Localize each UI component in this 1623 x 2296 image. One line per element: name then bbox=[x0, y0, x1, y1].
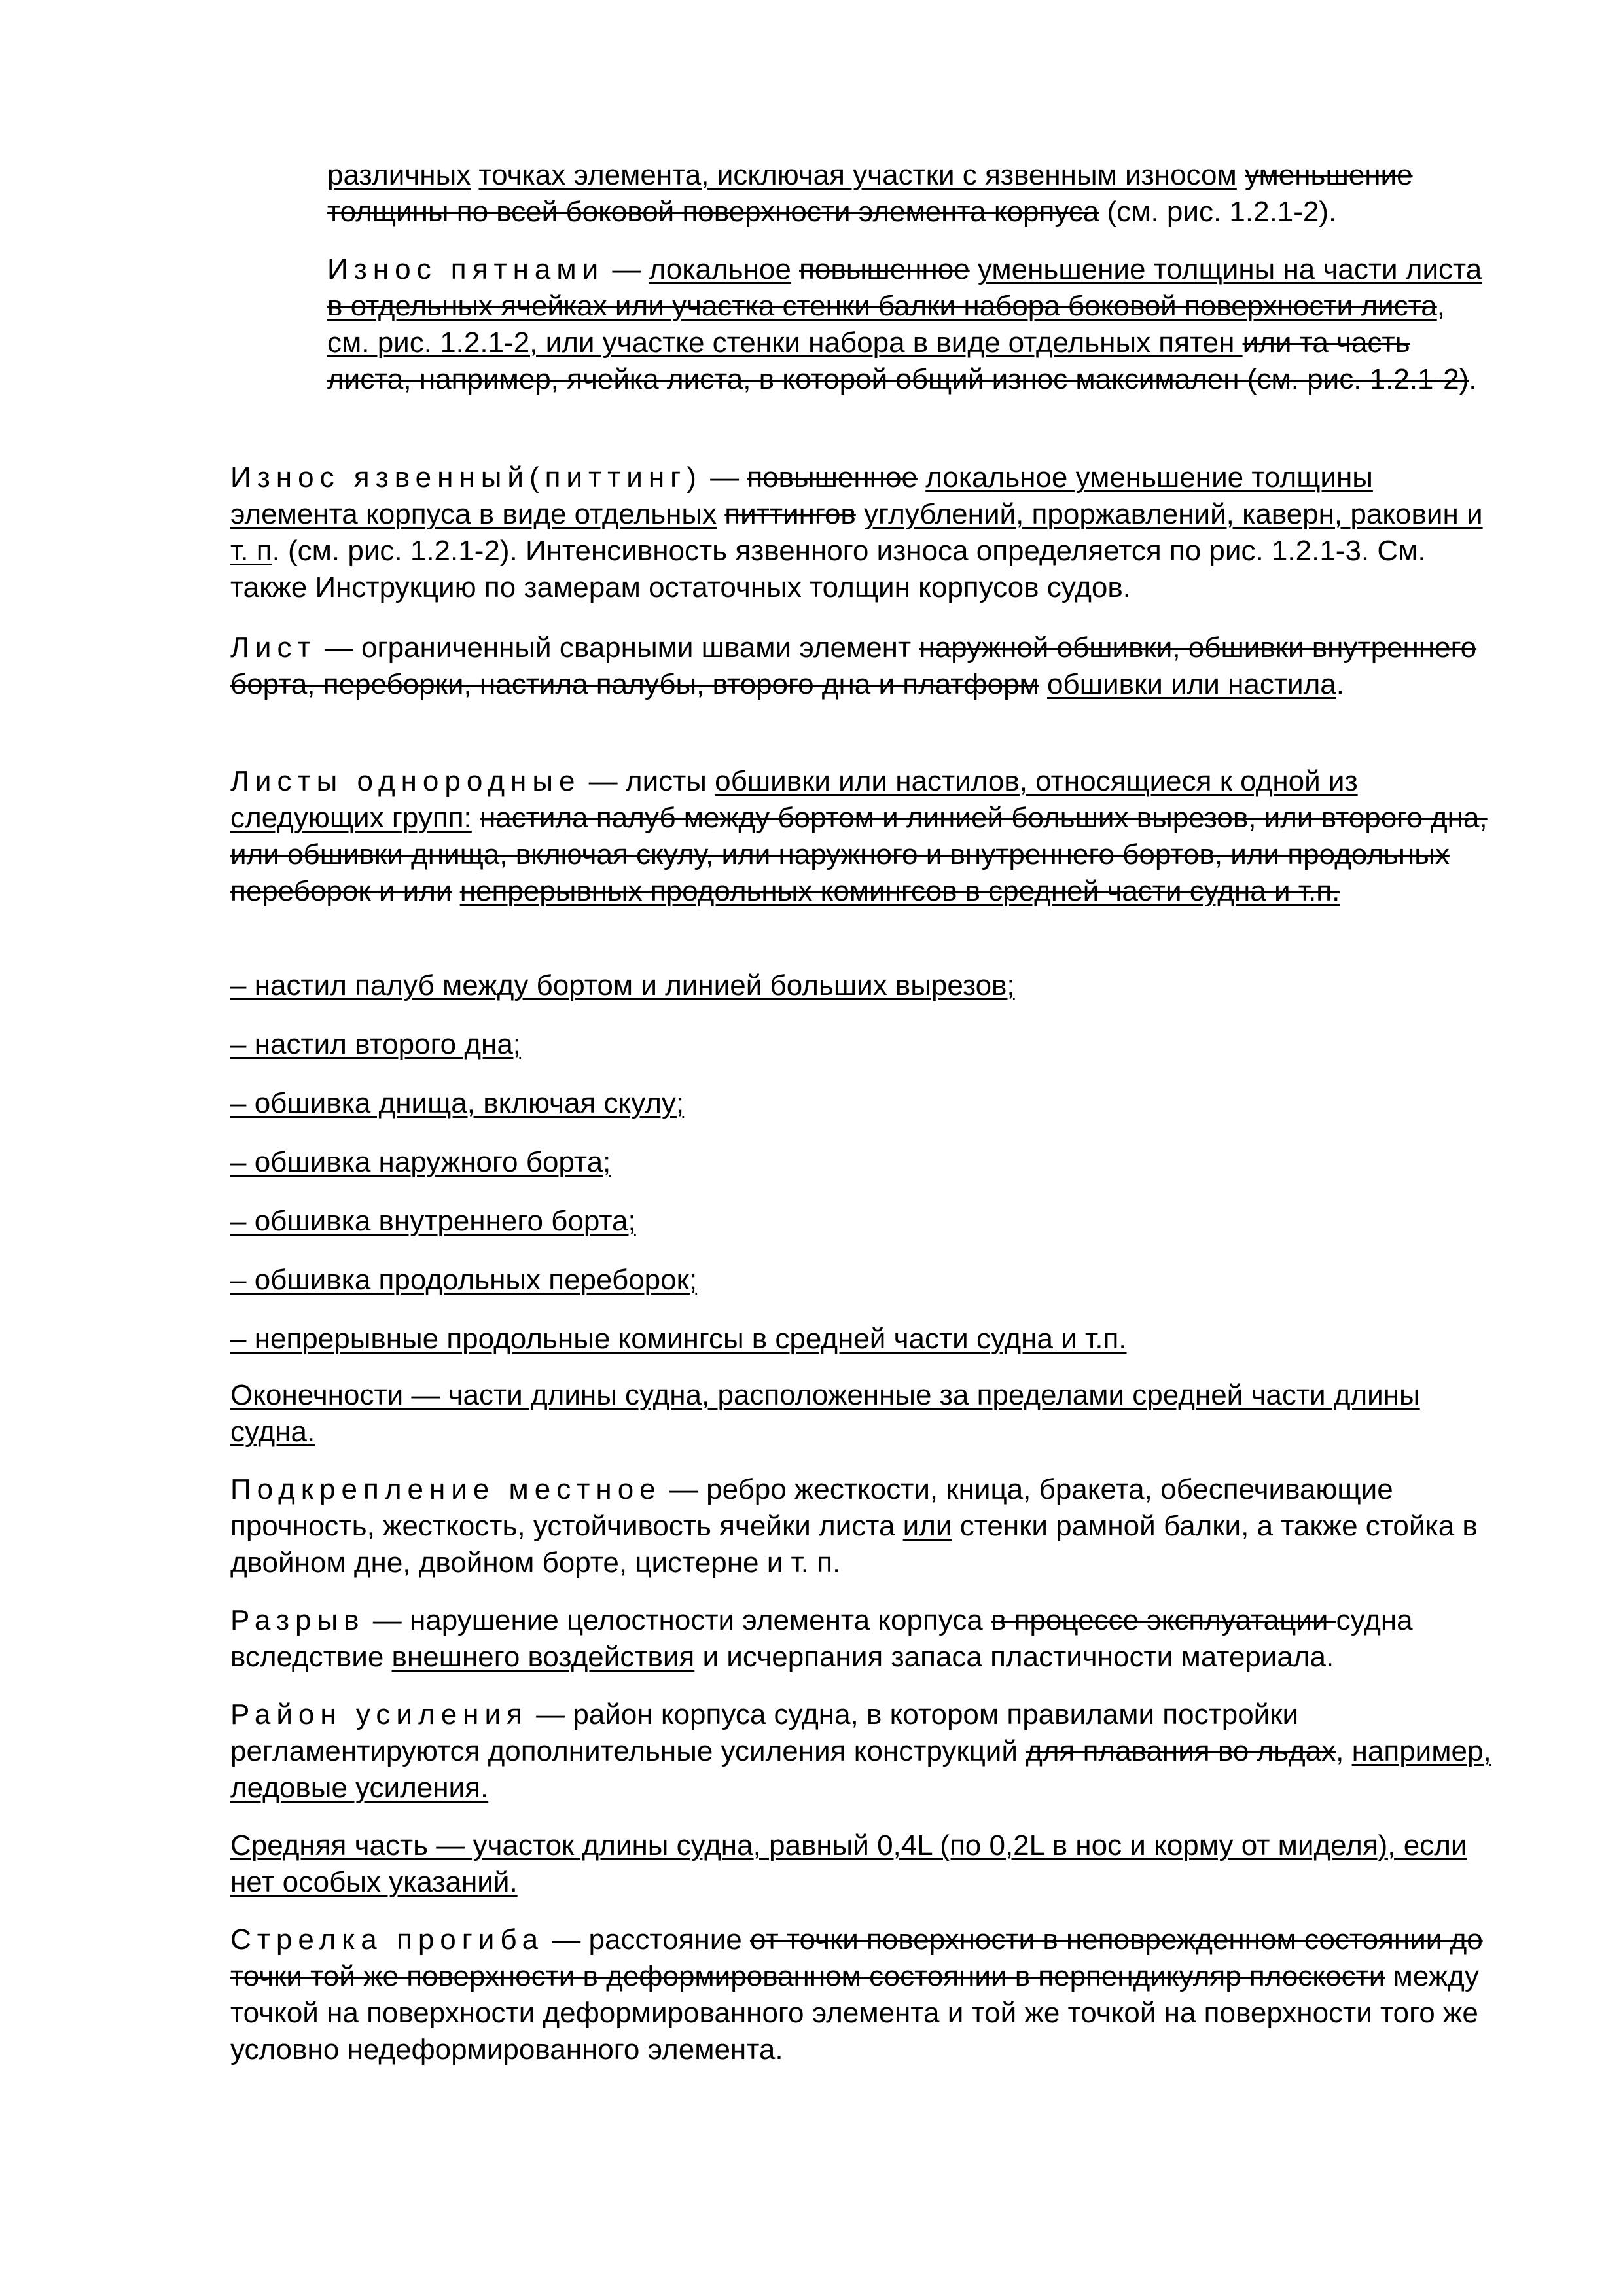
deleted-text: для плавания во льдах bbox=[1026, 1735, 1336, 1767]
list-item: – обшивка внутреннего борта; bbox=[230, 1205, 636, 1237]
term-label: Лист bbox=[230, 632, 317, 664]
text-run: . bbox=[1469, 363, 1477, 395]
text-run: , bbox=[1436, 290, 1445, 322]
text-run bbox=[471, 159, 478, 191]
inserted-text: локальное bbox=[649, 253, 791, 285]
inserted-text: Средняя часть — участок длины судна, равный 0,4L (по 0,2L в нос и корму от миделя), если нет особых указаний. bbox=[230, 1829, 1467, 1898]
list-item: – настил палуб между бортом и линией больших вырезов; bbox=[230, 969, 1015, 1001]
term-label: Подкрепление местное bbox=[230, 1473, 662, 1505]
term-label: Износ пятнами bbox=[327, 253, 605, 285]
term-label: Износ язвенный(питтинг) bbox=[230, 461, 702, 493]
paragraph-sheet bbox=[230, 630, 1493, 703]
paragraph-pitting-wear bbox=[230, 459, 1493, 606]
paragraph-wear-spots bbox=[327, 251, 1492, 398]
deleted-text: в процессе эксплуатации bbox=[991, 1604, 1336, 1636]
paragraph-deflection bbox=[230, 1922, 1493, 2068]
paragraph-rupture bbox=[230, 1602, 1493, 1676]
text-run: судна вследствие bbox=[230, 1604, 1413, 1673]
deleted-text: повышенное bbox=[747, 461, 918, 493]
deleted-text: непрерывных продольных комингсов в средней части судна и т.п. bbox=[459, 875, 1340, 907]
inserted-text: обшивки или настила bbox=[1047, 668, 1336, 700]
paragraph-local-reinforcement bbox=[230, 1471, 1493, 1581]
inserted-text: внешнего воздействия bbox=[391, 1641, 695, 1673]
text-run: — bbox=[702, 461, 747, 493]
term-label: Листы однородные bbox=[230, 765, 581, 797]
text-run bbox=[791, 253, 799, 285]
inserted-text: уменьшение толщины на части листа bbox=[977, 253, 1482, 285]
text-run: . bbox=[1336, 668, 1344, 700]
inserted-text: обшивки или настилов, относящиеся к одной из следующих групп: bbox=[230, 765, 1358, 834]
deleted-text: питтингов bbox=[724, 498, 856, 530]
paragraph-homogeneous-sheets bbox=[230, 763, 1493, 910]
text-run: . (см. рис. 1.2.1-2). Интенсивность язвенного износа определяется по рис. 1.2.1-3. См. также Инструкцию по замерам остаточных толщин корпусов судов. bbox=[230, 535, 1426, 603]
text-run bbox=[918, 461, 925, 493]
text-run: , bbox=[1336, 1735, 1352, 1767]
inserted-text: или bbox=[902, 1510, 952, 1542]
text-run: — ребро жесткости, кница, бракета, обеспечивающие прочность, жесткость, устойчивость ячейки листа bbox=[230, 1473, 1393, 1542]
paragraph-middle-part bbox=[230, 1827, 1493, 1901]
text-run: стенки рамной балки, а также стойка в двойном дне, двойном борте, цистерне и т. п. bbox=[230, 1510, 1478, 1579]
text-run: — листы bbox=[580, 765, 715, 797]
text-run bbox=[1039, 668, 1047, 700]
deleted-text: уменьшение толщины по всей боковой поверхности элемента корпуса bbox=[327, 159, 1413, 228]
paragraph-wear-general-end bbox=[327, 157, 1492, 230]
paragraph-reinforcement-area bbox=[230, 1696, 1493, 1806]
list-item: – непрерывные продольные комингсы в средней части судна и т.п. bbox=[230, 1323, 1127, 1355]
text-run: между точкой на поверхности деформированного элемента и той же точкой на поверхности того же условно недеформированного элемента. bbox=[230, 1960, 1479, 2066]
text-run bbox=[452, 875, 459, 907]
deleted-text: повышенное bbox=[799, 253, 970, 285]
term-label: Разрыв bbox=[230, 1604, 365, 1636]
text-run: и исчерпания запаса пластичности материала. bbox=[694, 1641, 1334, 1673]
inserted-text: например, ледовые усиления. bbox=[230, 1735, 1491, 1804]
text-run: — bbox=[604, 253, 649, 285]
text-run: — ограниченный сварными швами элемент bbox=[316, 632, 919, 664]
text-run bbox=[1237, 159, 1245, 191]
inserted-text: Оконечности — части длины судна, расположенные за пределами средней части длины судна. bbox=[230, 1379, 1420, 1448]
inserted-text: локальное уменьшение толщины элемента корпуса в виде отдельных bbox=[230, 461, 1373, 530]
text-run bbox=[472, 802, 480, 834]
list-item: – обшивка продольных переборок; bbox=[230, 1264, 698, 1296]
deleted-text: настила палуб между бортом и линией больших вырезов, или второго дна, или обшивки днища, включая скулу, или наружного и внутреннего бортов, или продольных переборок и или bbox=[230, 802, 1488, 907]
text-run: (см. рис. 1.2.1-2). bbox=[1099, 196, 1337, 228]
list-item: – обшивка наружного борта; bbox=[230, 1146, 611, 1178]
deleted-text: в отдельных ячейках или участка стенки балки набора боковой поверхности листа bbox=[327, 290, 1437, 322]
list-item: – настил второго дна; bbox=[230, 1028, 522, 1060]
term-label: Район усиления bbox=[230, 1698, 528, 1731]
paragraph-extremities bbox=[230, 1377, 1493, 1450]
text-run: — расстояние bbox=[544, 1924, 750, 1956]
text-run: — район корпуса судна, в котором правилами постройки регламентируются дополнительные усиления конструкций bbox=[230, 1698, 1299, 1767]
term-label: Стрелка прогиба bbox=[230, 1924, 544, 1956]
inserted-text: см. рис. 1.2.1-2, или участке стенки набора в виде отдельных пятен bbox=[327, 327, 1243, 359]
list-item: – обшивка днища, включая скулу; bbox=[230, 1087, 685, 1119]
text-run bbox=[717, 498, 724, 530]
inserted-text: углублений, проржавлений, каверн, раковин и т. п bbox=[230, 498, 1483, 567]
text-run bbox=[856, 498, 864, 530]
inserted-text: различных bbox=[327, 159, 471, 191]
inserted-text: точках элемента, исключая участки с язвенным износом bbox=[478, 159, 1237, 191]
deleted-text: наружной обшивки, обшивки внутреннего борта, переборки, настила палубы, второго дна и платформ bbox=[230, 632, 1477, 700]
deleted-text: или та часть листа, например, ячейка листа, в которой общий износ максимален (см. рис. 1.2.1-2) bbox=[327, 327, 1469, 395]
text-run bbox=[970, 253, 978, 285]
text-run: — нарушение целостности элемента корпуса bbox=[365, 1604, 991, 1636]
deleted-text: от точки поверхности в неповрежденном состоянии до точки той же поверхности в деформированном состоянии в перпендикуляр плоскости bbox=[230, 1924, 1483, 1992]
